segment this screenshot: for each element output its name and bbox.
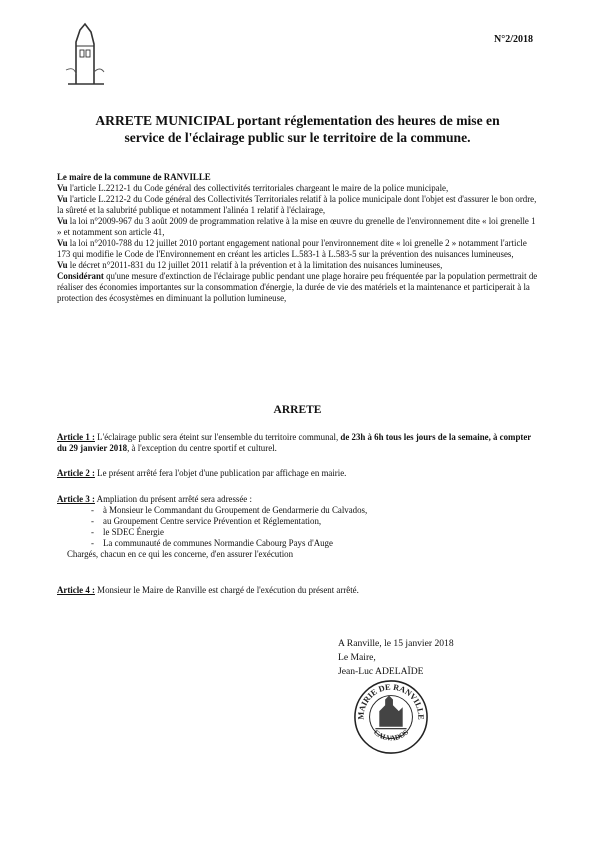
considerant-clause [57,271,539,304]
recipients-list [57,505,539,549]
vu-text: la loi n°2009-967 du 3 août 2009 de programmation relative à la mise en œuvre du grenelle de l'environnement dite « loi grenelle 1 » et notamment son article 41, [57,216,536,237]
article-bold-text: de 23h à 6h tous les jours de la semaine, à compter du 29 janvier 2018 [57,432,532,453]
article-1 [57,432,539,454]
article-4 [57,585,539,596]
article-label: Article 1 : [57,432,95,442]
article-text: Monsieur le Maire de Ranville est chargé de l'exécution du présent arrêté. [94,585,359,595]
list-item: - au Groupement Centre service Prévention et Réglementation, [91,516,539,527]
vu-label: Vu [57,238,68,248]
considerant-label: Considérant [57,271,104,281]
signature-block [338,637,454,679]
decree-title [60,112,535,146]
vu-clause-5 [57,260,539,271]
list-item: - le SDEC Énergie [91,527,539,538]
article-3-intro [57,494,539,505]
title-line-2: service de l'éclairage public sur le territoire de la commune. [124,130,471,145]
signatory-name: Jean-Luc ADELAÏDE [338,666,424,677]
vu-clause-4 [57,238,539,260]
decree-reference-number: N°2/2018 [494,34,533,45]
article-label: Article 2 : [57,468,95,478]
title-line-1: ARRETE MUNICIPAL portant réglementation des heures de mise en [95,113,500,128]
article-label: Article 4 : [57,585,95,595]
vu-text: la loi n°2010-788 du 12 juillet 2010 portant engagement national pour l'environnement dite « loi grenelle 2 » notamment l'article 173 qui modifie le Code de l'Environnement en créant les articles L.583-1 à L.583-5 sur la prévention des nuisances lumineuses, [57,238,527,259]
article-text: L'éclairage public sera éteint sur l'ensemble du territoire communal, [94,432,341,442]
article-text: , à l'exception du centre sportif et culturel. [127,443,277,453]
article-3-closing: Chargés, chacun en ce qui les concerne, d'en assurer l'exécution [67,549,294,559]
vu-text: le décret n°2011-831 du 12 juillet 2011 relatif à la prévention et à la limitation des nuisances lumineuses, [67,260,443,270]
vu-label: Vu [57,194,68,204]
arrete-heading: ARRETE [273,404,322,416]
svg-text:CALVADOS: CALVADOS [371,727,411,743]
article-3 [57,494,539,560]
signatory-role: Le Maire, [338,652,376,663]
vu-label: Vu [57,216,68,226]
vu-clause-1 [57,183,539,194]
considerant-text: qu'une mesure d'extinction de l'éclairage public pendant une plage horaire peu fréquentée par la population permettrait de réaliser des économies importantes sur la consommation d'énergie, la durée de vie des matériels et la maintenance et participerait à la protection des écosystèmes en diminuant la pollution lumineuse, [57,271,538,303]
preamble [57,172,539,304]
vu-clause-3 [57,216,539,238]
article-text: Le présent arrêté fera l'objet d'une publication par affichage en mairie. [94,468,347,478]
church-tower-logo [64,22,106,86]
list-item: - La communauté de communes Normandie Cabourg Pays d'Auge [91,538,539,549]
article-text: Ampliation du présent arrêté sera adressée : [94,494,252,504]
mayor-line: Le maire de la commune de RANVILLE [57,172,211,182]
vu-clause-2 [57,194,539,216]
svg-text:MAIRIE DE RANVILLE: MAIRIE DE RANVILLE [356,682,426,720]
vu-text: l'article L.2212-1 du Code général des collectivités territoriales chargeant le maire de la police municipale, [67,183,449,193]
vu-label: Vu [57,260,68,270]
vu-label: Vu [57,183,68,193]
list-item: - à Monsieur le Commandant du Groupement de Gendarmerie du Calvados, [91,505,539,516]
place-date: A Ranville, le 15 janvier 2018 [338,638,454,649]
vu-text: l'article L.2212-2 du Code général des Collectivités Territoriales relatif à la police municipale dont l'objet est d'assurer le bon ordre, la sûreté et la salubrité publique et notamment l'alinéa 1 relatif à l'éclairage, [57,194,537,215]
mairie-stamp-seal [352,678,430,756]
article-label: Article 3 : [57,494,95,504]
article-2 [57,468,539,479]
